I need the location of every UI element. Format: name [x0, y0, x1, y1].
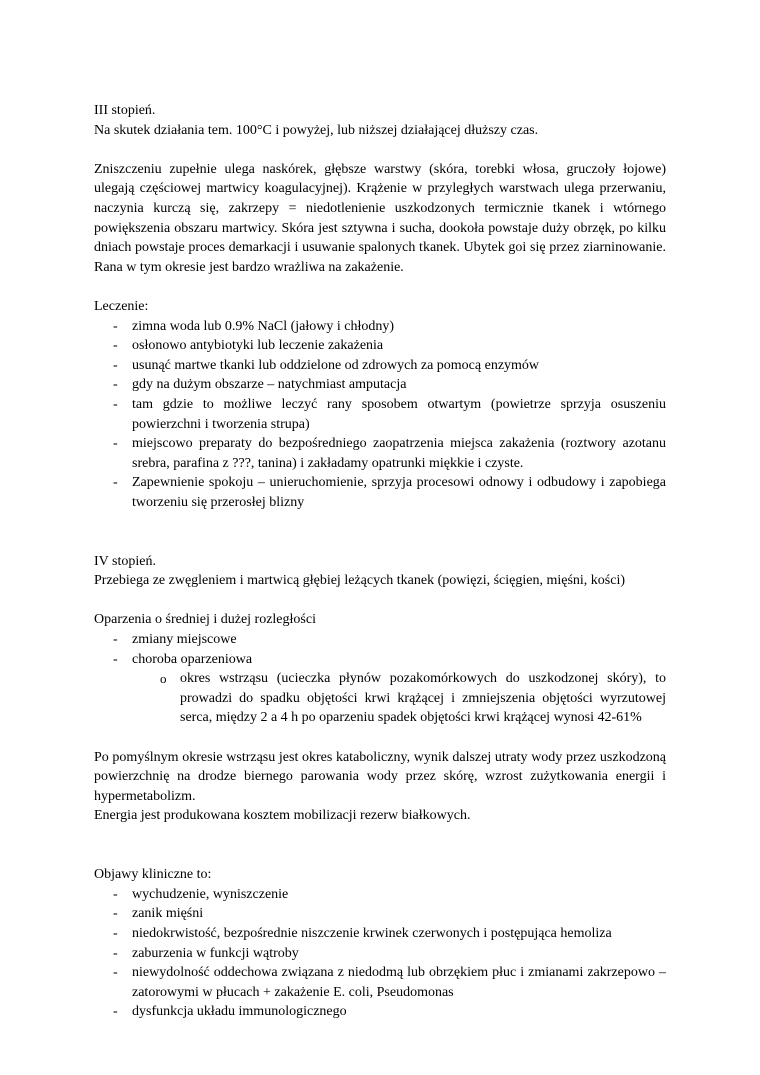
extent-item [94, 650, 666, 670]
bullet-marker: - [113, 945, 118, 961]
symptom-item [94, 944, 666, 964]
symptom-item [94, 963, 666, 1002]
sub-bullet-marker: o [160, 671, 167, 687]
bullet-marker: - [113, 632, 118, 648]
treatment-item-text: osłonowo antybiotyki lub leczenie zakażenia [132, 338, 384, 354]
symptom-item-text: niewydolność oddechowa związana z niedodmą lub obrzękiem płuc i zmianami zakrzepowo – zatorowymi w płucach + zakażenie E. coli, Pseudomonas [132, 965, 666, 1000]
bullet-marker: - [113, 886, 118, 902]
bullet-marker: - [113, 925, 118, 941]
bullet-marker: - [113, 651, 118, 667]
bullet-marker: - [113, 318, 118, 334]
bullet-marker: - [113, 338, 118, 354]
treatment-item [94, 395, 666, 434]
bullet-marker: - [113, 906, 118, 922]
bullet-marker: - [113, 396, 118, 412]
symptom-item [94, 904, 666, 924]
symptom-item-text: wychudzenie, wyniszczenie [132, 886, 289, 902]
treatment-item [94, 434, 666, 473]
bullet-marker: - [113, 1004, 118, 1020]
degree-3-description: Zniszczeniu zupełnie ulega naskórek, głębsze warstwy (skóra, torebki włosa, gruczoły łojowe) ulegają częściowej martwicy koagulacyjnej). Krążenie w przyległych warstwach ulega przerwaniu, naczynia kurczą się, zakrzepy = niedotlenienie uszkodzonych termicznie tkanek i wtórnego powiększenia obszaru martwicy. Skóra jest sztywna i sucha, dookoła powstaje duży obrzęk, po kilku dniach powstaje proces demarkacji i usuwanie spalonych tkanek. Ubytek goi się przez ziarninowanie. Rana w tym okresie jest bardzo wrażliwa na zakażenie. [94, 161, 666, 275]
shock-sub-item [94, 669, 666, 728]
degree-4-heading: IV stopień. [94, 553, 156, 569]
symptom-item-text: zaburzenia w funkcji wątroby [132, 945, 299, 961]
shock-sub-item-text: okres wstrząsu (ucieczka płynów pozakomórkowych do uszkodzonej skóry), to prowadzi do spadku objętości krwi krążącej i zmniejszenia objętości wyrzutowej serca, między 2 a 4 h po oparzeniu spadek objętości krwi krążącej wynosi 42-61% [180, 671, 666, 726]
catabolic-paragraph: Po pomyślnym okresie wstrząsu jest okres kataboliczny, wynik dalszej utraty wody przez uszkodzoną powierzchnię na drodze biernego parowania wody przez skórę, wzrost zużytkowania energii i hypermetabolizm. [94, 749, 666, 804]
treatment-item [94, 317, 666, 337]
extent-item-text: choroba oparzeniowa [132, 651, 253, 667]
energy-line: Energia jest produkowana kosztem mobilizacji rezerw białkowych. [94, 808, 471, 824]
symptom-item [94, 885, 666, 905]
bullet-marker: - [113, 475, 118, 491]
symptom-item [94, 1002, 666, 1022]
treatment-item [94, 336, 666, 356]
symptom-item-text: niedokrwistość, bezpośrednie niszczenie krwinek czerwonych i postępująca hemoliza [132, 925, 612, 941]
treatment-item-text: zimna woda lub 0.9% NaCl (jałowy i chłodny) [132, 318, 395, 334]
extent-item-text: zmiany miejscowe [132, 632, 237, 648]
degree-4-description: Przebiega ze zwęgleniem i martwicą głębiej leżących tkanek (powięzi, ścięgien, mięśni, kości) [94, 573, 625, 589]
symptom-item-text: zanik mięśni [132, 906, 204, 922]
treatment-item-text: usunąć martwe tkanki lub oddzielone od zdrowych za pomocą enzymów [132, 357, 540, 373]
degree-3-heading: III stopień. [94, 103, 156, 118]
bullet-marker: - [113, 357, 118, 373]
treatment-item [94, 473, 666, 512]
degree-3-intro: Na skutek działania tem. 100°C i powyżej, lub niższej działającej dłuższy czas. [94, 122, 539, 138]
extent-item [94, 630, 666, 650]
treatment-item-text: tam gdzie to możliwe leczyć rany sposobem otwartym (powietrze sprzyja osuszeniu powierzchni i tworzenia strupa) [132, 396, 666, 432]
treatment-item-text: miejscowo preparaty do bezpośredniego zaopatrzenia miejsca zakażenia (roztwory azotanu srebra, parafina z ???, tanina) i zakładamy opatrunki miękkie i czyste. [132, 436, 666, 471]
treatment-item [94, 356, 666, 376]
treatment-item-text: Zapewnienie spokoju – unieruchomienie, sprzyja procesowi odnowy i odbudowy i zapobiega tworzeniu się przerosłej blizny [132, 475, 666, 510]
bullet-marker: - [113, 436, 118, 452]
symptom-item [94, 924, 666, 944]
bullet-marker: - [113, 965, 118, 981]
bullet-marker: - [113, 377, 118, 393]
symptoms-heading: Objawy kliniczne to: [94, 867, 212, 883]
symptom-item-text: dysfunkcja układu immunologicznego [132, 1004, 347, 1020]
extent-heading: Oparzenia o średniej i dużej rozległości [94, 612, 316, 628]
treatment-item-text: gdy na dużym obszarze – natychmiast amputacja [132, 377, 407, 393]
treatment-heading: Leczenie: [94, 298, 149, 314]
treatment-item [94, 375, 666, 395]
